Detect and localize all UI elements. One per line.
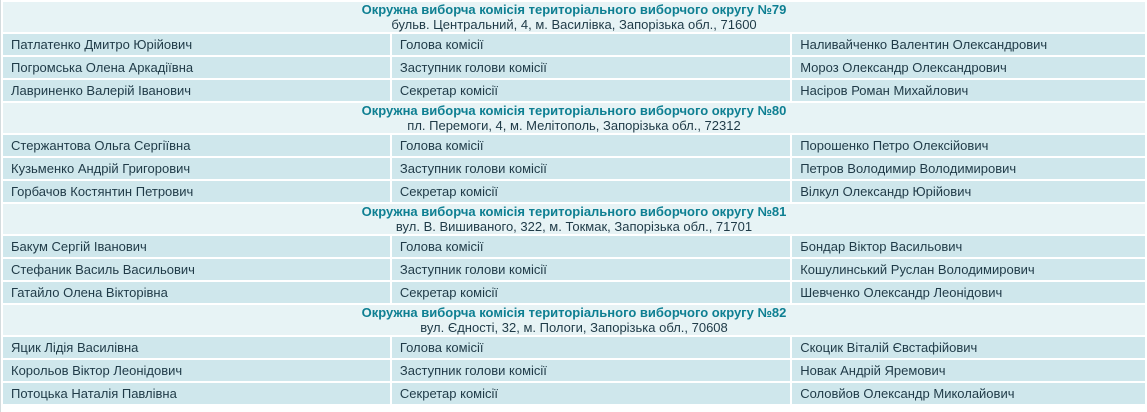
commission-header-cell <box>3 305 1145 335</box>
position-cell: Секретар комісії <box>392 383 790 404</box>
member-row <box>3 34 1145 55</box>
member-name-cell: Кузьменко Андрій Григорович <box>3 158 390 179</box>
commission-header-row <box>3 305 1145 335</box>
commissions-table-body <box>3 2 1145 404</box>
commission-title: Окружна виборча комісія територіального виборчого округу №82 <box>361 305 787 320</box>
member-row <box>3 259 1145 280</box>
position-cell: Секретар комісії <box>392 80 790 101</box>
member-row <box>3 383 1145 404</box>
commission-address: бульв. Центральний, 4, м. Василівка, Запорізька обл., 71600 <box>391 17 757 32</box>
position-cell: Секретар комісії <box>392 181 790 202</box>
member-row <box>3 337 1145 358</box>
position-cell: Голова комісії <box>392 135 790 156</box>
nominee-name-cell: Порошенко Петро Олексійович <box>792 135 1145 156</box>
member-name-cell: Стержантова Ольга Сергіївна <box>3 135 390 156</box>
member-name-cell: Яцик Лідія Василівна <box>3 337 390 358</box>
position-cell: Заступник голови комісії <box>392 259 790 280</box>
commission-title: Окружна виборча комісія територіального виборчого округу №80 <box>361 103 787 118</box>
nominee-name-cell: Мороз Олександр Олександрович <box>792 57 1145 78</box>
commission-header-cell <box>3 2 1145 32</box>
nominee-name-cell: Бондар Віктор Васильович <box>792 236 1145 257</box>
member-name-cell: Гатайло Олена Вікторівна <box>3 282 390 303</box>
position-cell: Заступник голови комісії <box>392 158 790 179</box>
commission-header-row <box>3 103 1145 133</box>
nominee-name-cell: Шевченко Олександр Леонідович <box>792 282 1145 303</box>
member-row <box>3 282 1145 303</box>
member-row <box>3 181 1145 202</box>
position-cell: Секретар комісії <box>392 282 790 303</box>
commission-address: вул. Єдності, 32, м. Пологи, Запорізька обл., 70608 <box>420 320 728 335</box>
position-cell: Голова комісії <box>392 34 790 55</box>
member-row <box>3 236 1145 257</box>
position-cell: Заступник голови комісії <box>392 57 790 78</box>
nominee-name-cell: Соловйов Олександр Миколайович <box>792 383 1145 404</box>
commission-header-cell <box>3 204 1145 234</box>
nominee-name-cell: Петров Володимир Володимирович <box>792 158 1145 179</box>
member-name-cell: Патлатенко Дмитро Юрійович <box>3 34 390 55</box>
nominee-name-cell: Вілкул Олександр Юрійович <box>792 181 1145 202</box>
member-name-cell: Корольов Віктор Леонідович <box>3 360 390 381</box>
member-name-cell: Лавриненко Валерій Іванович <box>3 80 390 101</box>
member-name-cell: Горбачов Костянтин Петрович <box>3 181 390 202</box>
position-cell: Заступник голови комісії <box>392 360 790 381</box>
commission-title: Окружна виборча комісія територіального виборчого округу №79 <box>361 2 787 17</box>
commission-header-row <box>3 204 1145 234</box>
member-row <box>3 360 1145 381</box>
position-cell: Голова комісії <box>392 236 790 257</box>
member-row <box>3 80 1145 101</box>
nominee-name-cell: Наливайченко Валентин Олександрович <box>792 34 1145 55</box>
nominee-name-cell: Новак Андрій Яремович <box>792 360 1145 381</box>
nominee-name-cell: Кошулинський Руслан Володимирович <box>792 259 1145 280</box>
nominee-name-cell: Скоцик Віталій Євстафійович <box>792 337 1145 358</box>
member-name-cell: Потоцька Наталія Павлівна <box>3 383 390 404</box>
commission-header-cell <box>3 103 1145 133</box>
position-cell: Голова комісії <box>392 337 790 358</box>
commission-address: вул. В. Вишиваного, 322, м. Токмак, Запорізька обл., 71701 <box>395 219 753 234</box>
member-row <box>3 135 1145 156</box>
commission-address: пл. Перемоги, 4, м. Мелітополь, Запорізька обл., 72312 <box>407 118 741 133</box>
member-name-cell: Бакум Сергій Іванович <box>3 236 390 257</box>
commissions-table <box>1 0 1147 406</box>
member-name-cell: Погромська Олена Аркадіївна <box>3 57 390 78</box>
member-name-cell: Стефаник Василь Васильович <box>3 259 390 280</box>
commission-title: Окружна виборча комісія територіального виборчого округу №81 <box>361 204 787 219</box>
nominee-name-cell: Насіров Роман Михайлович <box>792 80 1145 101</box>
member-row <box>3 158 1145 179</box>
commission-header-row <box>3 2 1145 32</box>
member-row <box>3 57 1145 78</box>
